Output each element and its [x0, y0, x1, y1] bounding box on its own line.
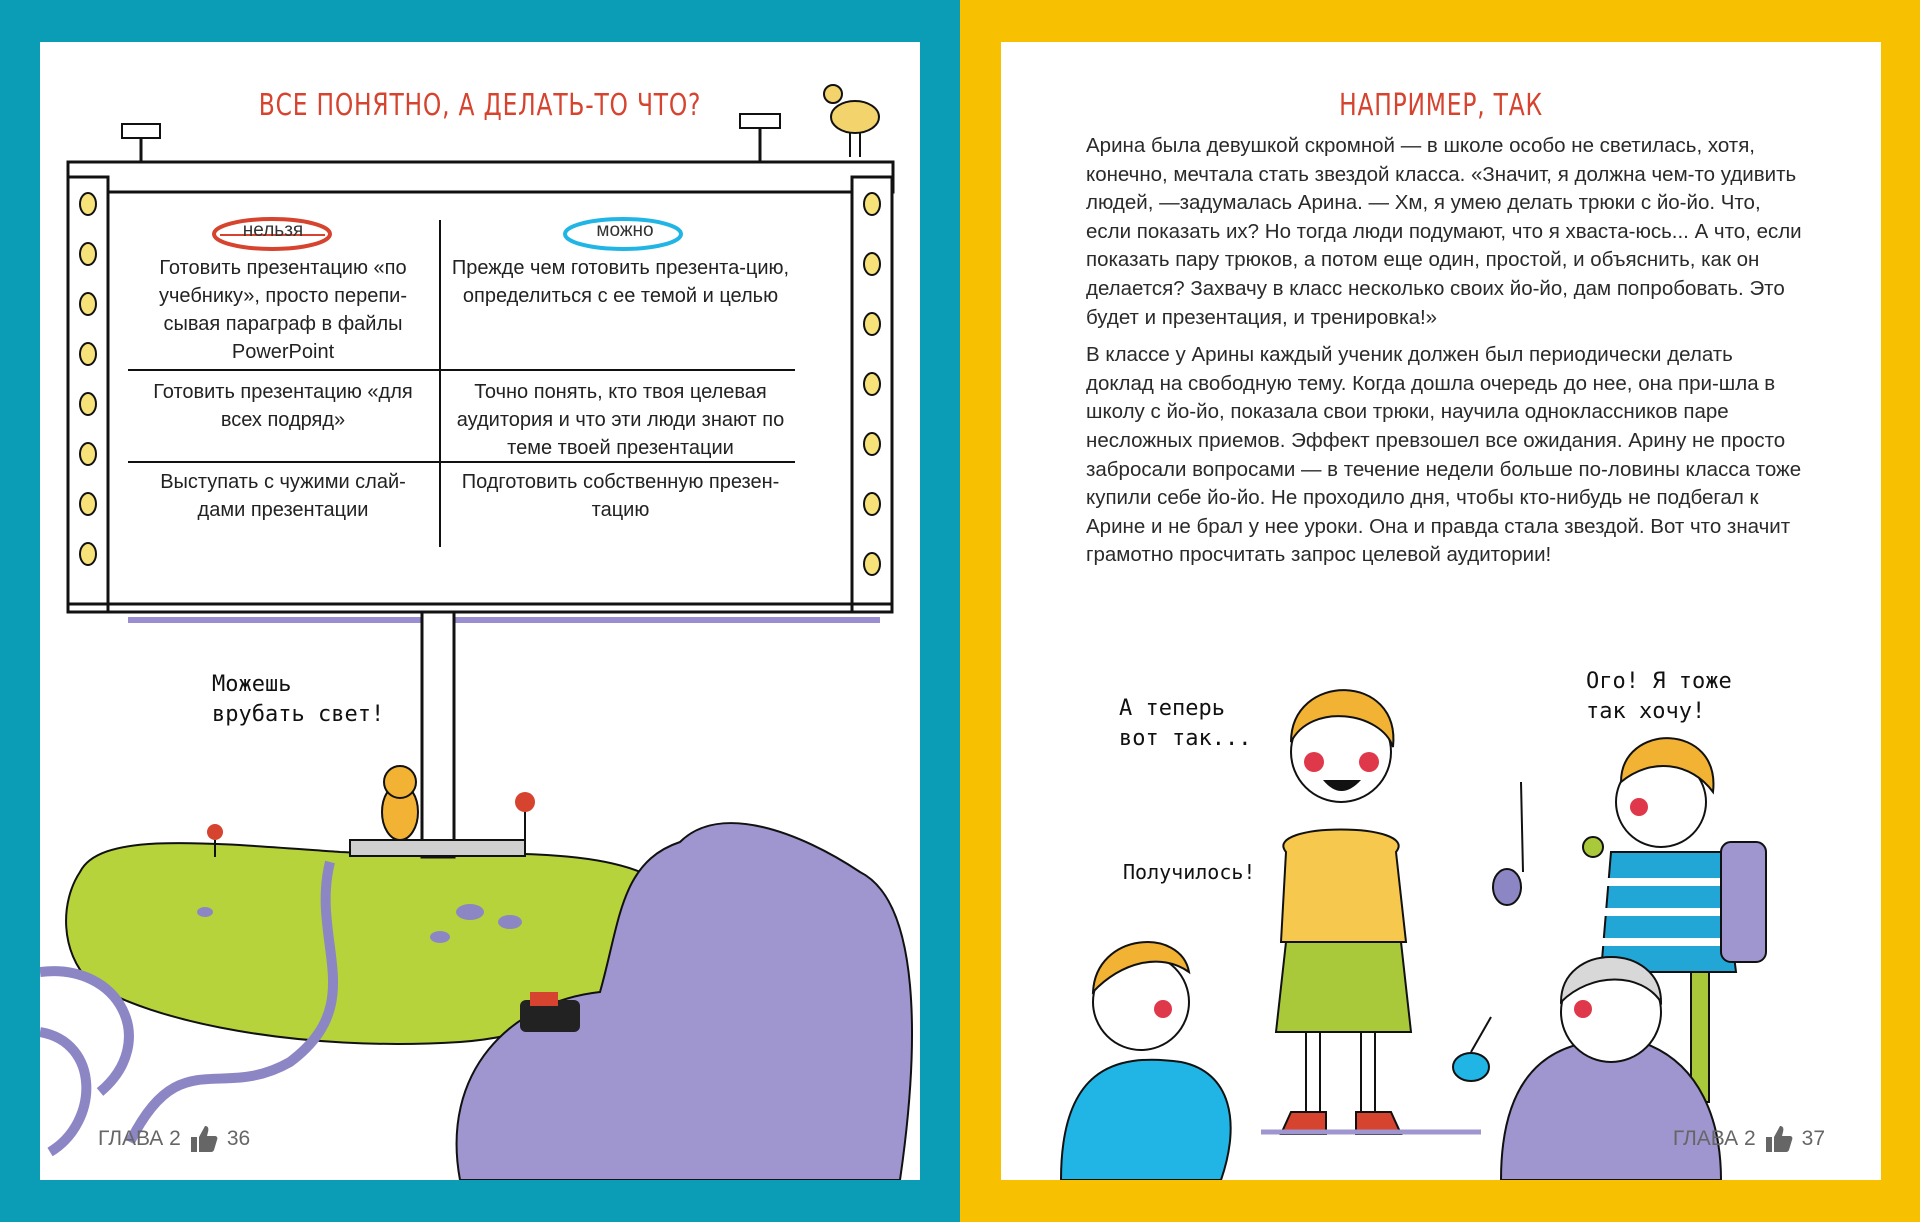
story-paragraph-2: В классе у Арины каждый ученик должен был периодически делать доклад на свободную тему. Когда дошла очередь до нее, она при-шла в школу с йо-йо, показала свои трюки, научила одноклассников паре несложных приемов. Эффект превзошел все ожидания. Арину не просто забросали вопросами — в течение недели больше по-ловины класса тоже купили себе йо-йо. Не проходило дня, чтобы кто-нибудь не подбегал к Арине и не брал у нее уроки. Она и правда стала звездой. Вот что значит грамотно просчитать запрос целевой аудитории!	[1086, 343, 1802, 567]
chapter-label: ГЛАВА 2	[98, 1127, 181, 1150]
left-page	[40, 42, 920, 1180]
speech-boy: Ого! Я тоже так хочу!	[1586, 669, 1732, 724]
right-footer	[1673, 1124, 1825, 1154]
table-cell-no-2: Готовить презентацию «для всех подряд»	[153, 381, 413, 431]
table-cell-yes-3: Подготовить собственную презен-тацию	[461, 471, 780, 521]
thumbs-up-icon	[189, 1124, 219, 1154]
story-text	[1086, 132, 1806, 579]
thumbs-up-icon	[1764, 1124, 1794, 1154]
chapter-label: ГЛАВА 2	[1672, 1127, 1756, 1150]
table-cell-no-1: Готовить презентацию «по учебнику», просто перепи-сывая параграф в файлы PowerPoint	[159, 257, 407, 363]
table-cell-yes-1: Прежде чем готовить презента-цию, определиться с ее темой и целью	[451, 257, 790, 307]
right-page-title: НАПРИМЕР, ТАК	[1339, 88, 1543, 123]
speech-kid: Получилось!	[1123, 860, 1256, 884]
page-number: 36	[226, 1127, 251, 1150]
table-cell-yes-2: Точно понять, кто твоя целевая аудитория и что эти люди знают по теме твоей презентации	[456, 381, 785, 459]
page-number: 37	[1801, 1127, 1825, 1150]
table-header-yes: можно	[596, 220, 654, 241]
billboard-illustration	[40, 42, 920, 1180]
left-footer	[98, 1124, 250, 1154]
speech-bubble-light: Можешь врубать свет!	[212, 672, 385, 727]
right-page	[1001, 42, 1881, 1180]
table-cell-no-3: Выступать с чужими слай-дами презентации	[160, 471, 406, 521]
left-page-title: ВСЕ ПОНЯТНО, А ДЕЛАТЬ-ТО ЧТО?	[258, 88, 702, 123]
table-header-no: нельзя	[242, 220, 304, 241]
speech-girl: А теперь вот так...	[1119, 696, 1252, 751]
story-paragraph-1: Арина была девушкой скромной — в школе особо не светилась, хотя, конечно, мечтала стать звездой класса. «Значит, я должна чем-то удивить людей, —задумалась Арина. — Хм, я умею делать трюки с йо-йо. Что, если показать их? Но тогда люди подумают, что я хваста-юсь... А что, если показать пару трюков, а потом еще один, простой, и объяснить, как он делается? Захвачу в класс несколько своих йо-йо, дам попробовать. Это будет и презентация, и тренировка!»	[1086, 134, 1802, 329]
